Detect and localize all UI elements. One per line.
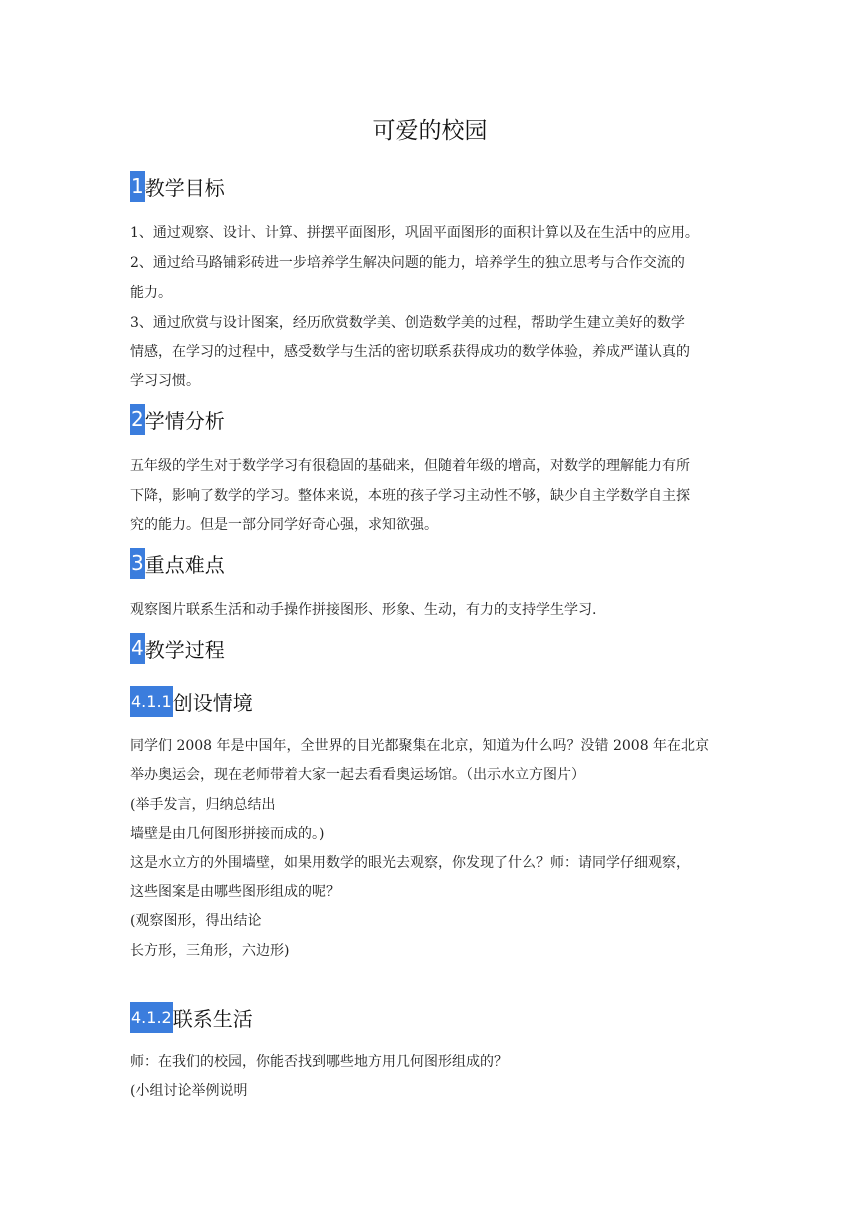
paragraph-line: 这是水立方的外围墙壁，如果用数学的眼光去观察，你发现了什么？师：请同学仔细观察， — [130, 855, 690, 871]
section-heading-4 — [130, 633, 225, 664]
paragraph-line: (观察图形，得出结论 — [130, 913, 262, 929]
subsection-heading-4-1-1 — [130, 686, 253, 717]
section-heading-3 — [130, 548, 225, 579]
paragraph-line: 师：在我们的校园，你能否找到哪些地方用几何图形组成的？ — [130, 1054, 508, 1070]
paragraph-line: (举手发言，归纳总结出 — [130, 797, 276, 813]
paragraph-line: 长方形，三角形，六边形) — [130, 943, 290, 959]
paragraph-line: 举办奥运会，现在老师带着大家一起去看看奥运场馆。（出示水立方图片） — [130, 767, 585, 783]
document-title: 可爱的校园 — [372, 118, 488, 144]
paragraph-line: 究的能力。但是一部分同学好奇心强，求知欲强。 — [130, 517, 438, 533]
section-heading-2 — [130, 404, 225, 435]
paragraph-line: 情感，在学习的过程中，感受数学与生活的密切联系获得成功的数学体验，养成严谨认真的 — [130, 344, 690, 360]
subsection-heading-4-1-2 — [130, 1002, 253, 1033]
section-number: 4 — [130, 633, 145, 664]
paragraph-line: 3、通过欣赏与设计图案，经历欣赏数学美、创造数学美的过程，帮助学生建立美好的数学 — [130, 315, 685, 331]
paragraph-line: 下降，影响了数学的学习。整体来说，本班的孩子学习主动性不够，缺少自主学数学自主探 — [130, 488, 690, 504]
section-title: 教学目标 — [144, 176, 225, 200]
section-title: 教学过程 — [144, 638, 225, 662]
section-heading-1 — [130, 171, 225, 202]
paragraph-line: 这些图案是由哪些图形组成的呢？ — [130, 884, 340, 900]
paragraph-line: 同学们 2008 年是中国年，全世界的目光都聚集在北京，知道为什么吗？没错 2008 年在北京 — [130, 738, 710, 754]
section-number: 4.1.2 — [130, 1002, 173, 1033]
section-number: 3 — [130, 548, 145, 579]
paragraph-line: 能力。 — [130, 285, 172, 301]
section-number: 4.1.1 — [130, 686, 173, 717]
section-number: 2 — [130, 404, 145, 435]
paragraph-line: 墙壁是由几何图形拼接而成的。) — [130, 826, 325, 842]
section-title: 学情分析 — [144, 409, 225, 433]
paragraph-line: 观察图片联系生活和动手操作拼接图形、形象、生动，有力的支持学生学习. — [130, 602, 597, 618]
section-title: 创设情境 — [172, 691, 253, 715]
section-title: 重点难点 — [144, 553, 225, 577]
paragraph-line: 2、通过给马路铺彩砖进一步培养学生解决问题的能力，培养学生的独立思考与合作交流的 — [130, 255, 685, 271]
paragraph-line: 学习习惯。 — [130, 373, 200, 389]
section-number: 1 — [130, 171, 145, 202]
paragraph-line: 五年级的学生对于数学学习有很稳固的基础来，但随着年级的增高，对数学的理解能力有所 — [130, 458, 690, 474]
section-title: 联系生活 — [172, 1007, 253, 1031]
paragraph-line: 1、通过观察、设计、计算、拼摆平面图形，巩固平面图形的面积计算以及在生活中的应用。 — [130, 225, 699, 241]
paragraph-line: (小组讨论举例说明 — [130, 1083, 248, 1099]
